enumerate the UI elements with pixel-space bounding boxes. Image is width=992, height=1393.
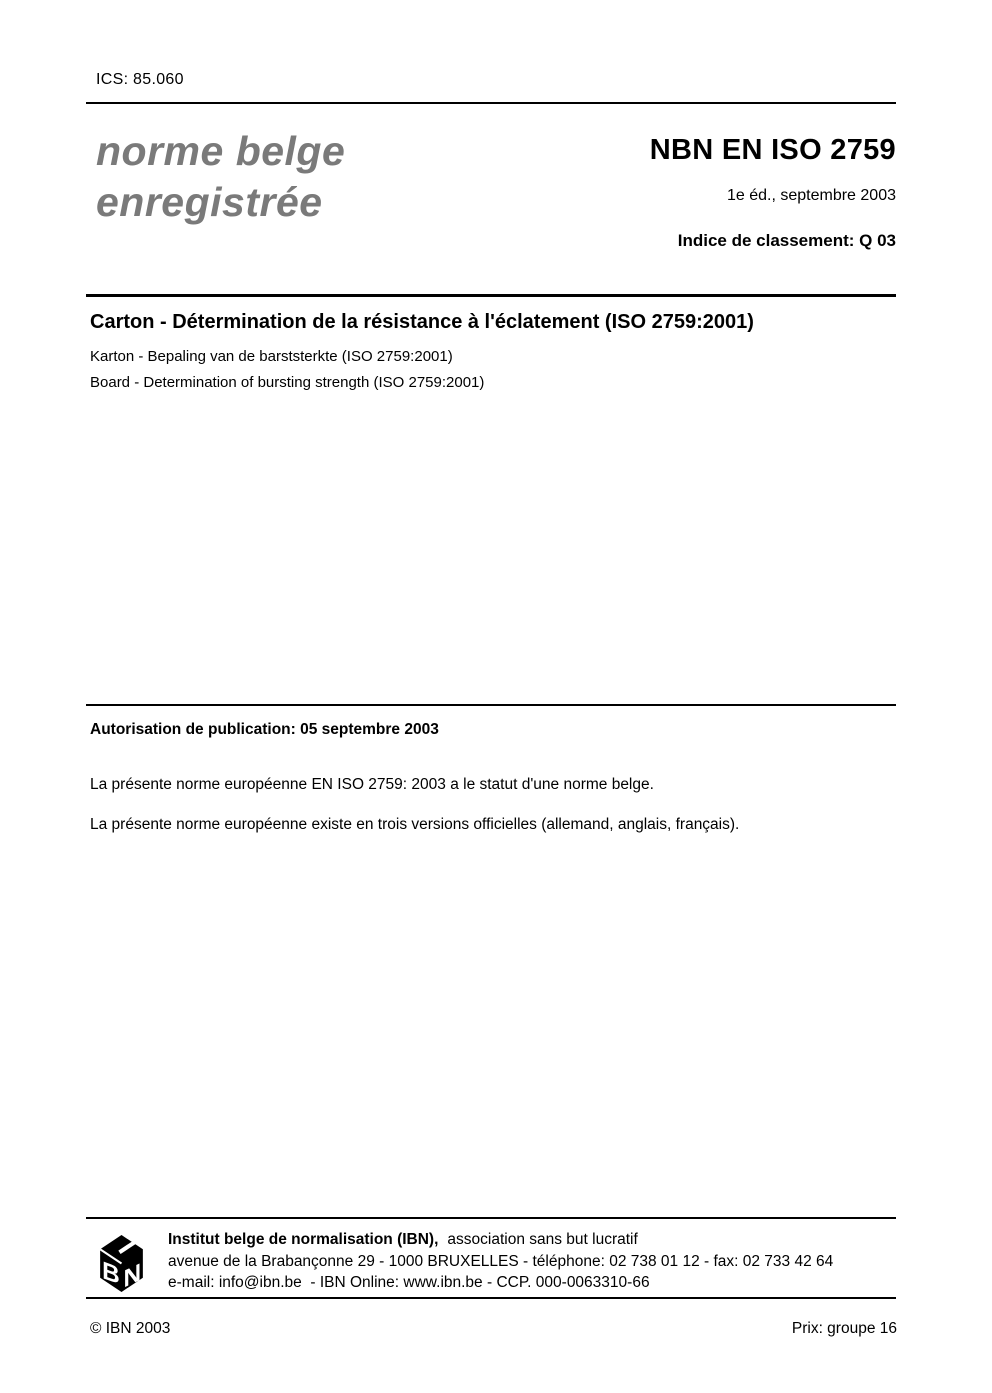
document-type-line2: enregistrée	[96, 179, 323, 225]
divider-authorization	[86, 704, 896, 706]
publisher-address: avenue de la Brabançonne 29 - 1000 BRUXELLES - téléphone: 02 738 01 12 - fax: 02 733 42 64	[168, 1252, 834, 1270]
price-group: Prix: groupe 16	[791, 1320, 897, 1337]
divider-publisher-bottom	[86, 1297, 896, 1299]
logo-letter-n: N	[123, 1258, 142, 1293]
standard-reference-block	[296, 134, 896, 251]
document-type-line1: norme belge	[96, 128, 346, 174]
divider-publisher-top	[86, 1217, 896, 1219]
authorization-paragraph-2: La présente norme européenne existe en trois versions officielles (allemand, anglais, français).	[90, 816, 740, 833]
title-english: Board - Determination of bursting strength (ISO 2759:2001)	[90, 374, 485, 391]
divider-header	[86, 102, 896, 104]
divider-title	[86, 294, 896, 297]
publisher-name: Institut belge de normalisation (IBN),	[168, 1231, 439, 1248]
title-french: Carton - Détermination de la résistance à l'éclatement (ISO 2759:2001)	[90, 311, 754, 333]
publisher-name-line	[168, 1229, 908, 1251]
publisher-contact: e-mail: info@ibn.be - IBN Online: www.ibn.be - CCP. 000-0063310-66	[168, 1274, 650, 1291]
standard-number: NBN EN ISO 2759	[649, 134, 896, 166]
authorization-heading: Autorisation de publication: 05 septembre 2003	[90, 721, 439, 738]
publisher-name-suffix: association sans but lucratif	[447, 1231, 638, 1248]
publisher-info	[168, 1229, 908, 1294]
title-dutch: Karton - Bepaling van de barststerkte (ISO 2759:2001)	[90, 348, 453, 365]
ibn-cube-logo-icon	[99, 1234, 144, 1293]
edition-date: 1e éd., septembre 2003	[726, 187, 896, 204]
logo-letter-b: B	[102, 1256, 120, 1291]
ics-code: ICS: 85.060	[96, 71, 184, 88]
classification-index: Indice de classement: Q 03	[677, 231, 896, 250]
authorization-paragraph-1: La présente norme européenne EN ISO 2759: 2003 a le statut d'une norme belge.	[90, 776, 654, 793]
copyright-notice: © IBN 2003	[90, 1320, 171, 1337]
